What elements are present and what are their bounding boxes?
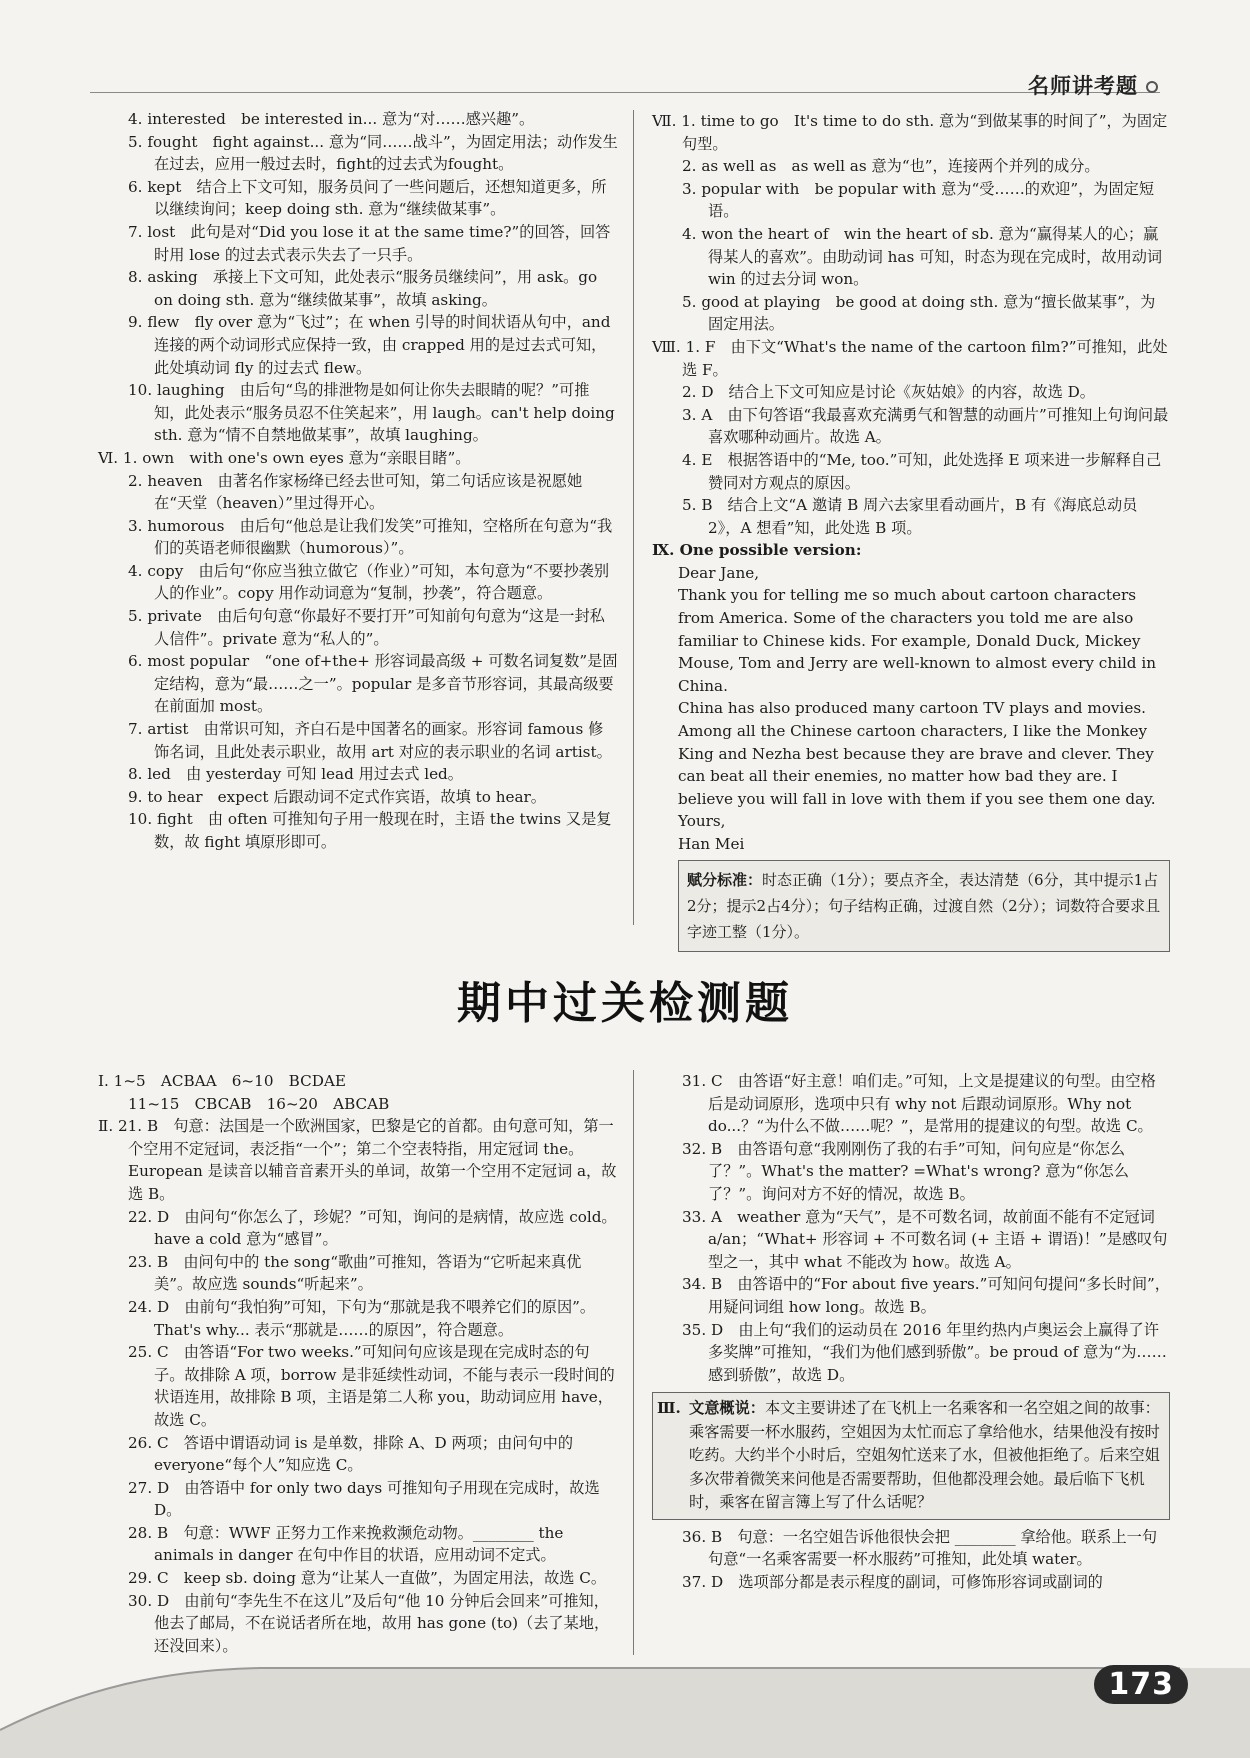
answer-item: 8. led 由 yesterday 可知 lead 用过去式 led。	[128, 765, 463, 784]
answer-item: Ⅵ. 1. own with one's own eyes 意为“亲眼目睹”。	[98, 448, 471, 467]
scoring-label: 赋分标准：	[687, 870, 763, 889]
answer-item: 22. D 由问句“你怎么了，珍妮？”可知，询问的是病情，故应选 cold。have a cold 意为“感冒”。	[128, 1207, 617, 1249]
answer-item: 34. B 由答语中的“For about five years.”可知问句提问“多长时间”，用疑问词组 how long。故选 B。	[682, 1275, 1170, 1316]
essay-heading: Ⅸ. One possible version:	[652, 541, 862, 560]
answer-item: 9. flew fly over 意为“飞过”；在 when 引导的时间状语从句中，and 连接的两个动词形式应保持一致，由 crapped 用的是过去式可知，此处填动词 fly 的过去式 flew。	[128, 313, 611, 377]
answer-item: 24. D 由前句“我怕狗”可知，下句为“那就是我不喂养它们的原因”。That's why... 表示“那就是……的原因”，符合题意。	[128, 1297, 596, 1339]
answer-item: Ⅶ. 1. time to go It's time to do sth. 意为“到做某事的时间了”，为固定句型。	[652, 112, 1168, 153]
answer-item: 11~15 CBCAB 16~20 ABCAB	[128, 1094, 390, 1113]
answer-item: 5. private 由后句句意“你最好不要打开”可知前句句意为“这是一封私人信件”。private 意为“私人的”。	[128, 607, 605, 648]
answer-item: 26. C 答语中谓语动词 is 是单数，排除 A、D 两项；由问句中的 everyone“每个人”知应选 C。	[128, 1433, 574, 1475]
answer-item: 31. C 由答语“好主意！咱们走。”可知，上文是提建议的句型。由空格后是动词原形，选项中只有 why not 后跟动词原形。Why not do...？“为什么不做……呢？”，是常用的提建议的句型。故选 C。	[682, 1072, 1156, 1136]
left-column-top	[98, 108, 618, 854]
essay	[652, 539, 1170, 855]
answer-item: 30. D 由前句“李先生不在这儿”及后句“他 10 分钟后会回来”可推知，他去了邮局，不在说话者所在地，故用 has gone (to)（去了某地，还没回来）。	[128, 1591, 610, 1655]
right-column-bottom	[652, 1070, 1170, 1594]
answer-item: 2. D 结合上下文可知应是讨论《灰姑娘》的内容，故选 D。	[682, 383, 1095, 402]
answer-item: 37. D 选项部分都是表示程度的副词，可修饰形容词或副词的	[682, 1573, 1103, 1591]
section-title: 期中过关检测题	[457, 978, 793, 1029]
answer-list-36-37	[652, 1526, 1170, 1594]
answer-item: 35. D 由上句“我们的运动员在 2016 年里约热内卢奥运会上赢得了许多奖牌”可推知，“我们为他们感到骄傲”。be proud of 意为“为……感到骄傲”，故选 D。	[682, 1320, 1167, 1384]
answer-item: 7. artist 由常识可知，齐白石是中国著名的画家。形容词 famous 修饰名词，且此处表示职业，故用 art 对应的表示职业的名词 artist。	[128, 720, 612, 761]
page-number: 173	[1094, 1665, 1188, 1704]
answer-item: 10. laughing 由后句“鸟的排泄物是如何让你失去眼睛的呢？”可推知，此处表示“服务员忍不住笑起来”，用 laugh。can't help doing sth. 意为“情不自禁地做某事”，故填 laughing。	[128, 381, 615, 445]
answer-item: 28. B 句意：WWF 正努力工作来挽救濒危动物。________ the animals in danger 在句中作目的状语，应用动词不定式。	[128, 1523, 564, 1565]
answer-item: 4. E 根据答语中的“Me, too.”可知，此处选择 E 项来进一步解释自己赞同对方观点的原因。	[682, 450, 1162, 492]
essay-signature: Han Mei	[678, 835, 745, 853]
circle-icon	[1146, 81, 1158, 93]
answer-item: 4. copy 由后句“你应当独立做它（作业）”可知，本句意为“不要抄袭别人的作业”。copy 用作动词意为“复制，抄袭”，符合题意。	[128, 561, 610, 603]
answer-item: 3. A 由下句答语“我最喜欢充满勇气和智慧的动画片”可推知上句询问最喜欢哪种动画片。故选 A。	[682, 405, 1169, 447]
answer-item: 5. fought fight against... 意为“同……战斗”，为固定用法；动作发生在过去，应用一般过去时，fight的过去式为fought。	[128, 132, 618, 174]
answer-item: 3. popular with be popular with 意为“受……的欢迎”，为固定短语。	[682, 179, 1155, 221]
answer-item: 5. good at playing be good at doing sth. 意为“擅长做某事”，为固定用法。	[682, 292, 1156, 334]
answer-item: 3. humorous 由后句“他总是让我们发笑”可推知，空格所在句意为“我们的英语老师很幽默（humorous）”。	[128, 516, 613, 558]
right-column-top	[652, 110, 1170, 952]
header-title	[1028, 70, 1158, 100]
column-divider	[633, 110, 634, 925]
essay-paragraph: China has also produced many cartoon TV plays and movies. Among all the Chinese cartoon characters, I like the Monkey King and Nezha best because they are brave and clever. They can beat all their enemies, no matter how bad they are. I believe you will fall in love with them if you see them one day.	[678, 699, 1156, 808]
summary-text: 本文主要讲述了在飞机上一名乘客和一名空姐之间的故事：乘客需要一杯水服药，空姐因为太忙而忘了拿给他水，结果他没有按时吃药。大约半个小时后，空姐匆忙送来了水，但被他拒绝了。后来空姐多次带着微笑来问他是否需要帮助，但他都没理会她。最后临下飞机时，乘客在留言簿上写了什么话呢？	[689, 1399, 1160, 1512]
column-divider	[633, 1070, 634, 1655]
summary-label: 文意概说：	[689, 1399, 765, 1418]
answer-item: Ⅷ. 1. F 由下文“What's the name of the cartoon film?”可推知，此处选 F。	[652, 337, 1168, 379]
answer-list-7-8	[652, 110, 1170, 539]
answer-item: 4. won the heart of win the heart of sb. 意为“赢得某人的心；赢得某人的喜欢”。由助动词 has 可知，时态为现在完成时，故用动词 win 的过去分词 won。	[682, 224, 1163, 289]
answer-item: Ⅱ. 21. B 句意：法国是一个欧洲国家，巴黎是它的首都。由句意可知，第一个空用不定冠词，表泛指“一个”；第二个空表特指，用定冠词 the。European 是读音以辅音音素开头的单词，故第一个空用不定冠词 a，故选 B。	[98, 1117, 617, 1203]
answer-item: 6. kept 结合上下文可知，服务员问了一些问题后，还想知道更多，所以继续询问；keep doing sth. 意为“继续做某事”。	[128, 177, 607, 219]
answer-item: 27. D 由答语中 for only two days 可推知句子用现在完成时，故选 D。	[128, 1478, 600, 1520]
answer-item: 5. B 结合上文“A 邀请 B 周六去家里看动画片，B 有《海底总动员 2》，A 想看”知，此处选 B 项。	[682, 496, 1138, 537]
answer-item: 33. A weather 意为“天气”，是不可数名词，故前面不能有不定冠词 a/an；“What+ 形容词 + 不可数名词 (+ 主语 + 谓语)！”是感叹句型之一，其中 what 不能改为 how。故选 A。	[682, 1207, 1168, 1271]
section-number: Ⅲ.	[657, 1399, 681, 1418]
essay-greeting: Dear Jane,	[678, 563, 760, 582]
answer-item: 4. interested be interested in... 意为“对……感兴趣”。	[128, 110, 535, 128]
left-column-bottom	[98, 1070, 618, 1657]
essay-closing: Yours,	[678, 812, 726, 831]
header-title-text: 名师讲考题	[1028, 74, 1138, 98]
answer-list-31-35	[652, 1070, 1170, 1386]
answer-item: 10. fight 由 often 可推知句子用一般现在时，主语 the twins 又是复数，故 fight 填原形即可。	[128, 810, 612, 851]
essay-paragraph: Thank you for telling me so much about cartoon characters from America. Some of the characters you told me are also familiar to Chinese kids. For example, Donald Duck, Mickey Mouse, Tom and Jerry are well-known to almost every child in China.	[678, 586, 1156, 695]
answer-item: 29. C keep sb. doing 意为“让某人一直做”，为固定用法，故选 C。	[128, 1569, 607, 1588]
answer-item: Ⅰ. 1~5 ACBAA 6~10 BCDAE	[98, 1072, 346, 1090]
page-footer-decoration	[0, 1660, 1250, 1758]
answer-item: 36. B 句意：一名空姐告诉他很快会把 ________ 拿给他。联系上一句句意“一名乘客需要一杯水服药”可推知，此处填 water。	[682, 1527, 1158, 1569]
answer-item: 32. B 由答语句意“我刚刚伤了我的右手”可知，问句应是“你怎么了？”。What's the matter? =What's wrong? 意为“你怎么了？”。询问对方不好的情况，故选 B。	[682, 1139, 1129, 1203]
answer-item: 23. B 由问句中的 the song“歌曲”可推知，答语为“它听起来真优美”。故应选 sounds“听起来”。	[128, 1252, 582, 1294]
scoring-criteria-box	[678, 860, 1170, 952]
header-rule	[90, 92, 1160, 93]
answer-item: 2. as well as as well as 意为“也”，连接两个并列的成分。	[682, 157, 1100, 176]
answer-item: 2. heaven 由著名作家杨绛已经去世可知，第二句话应该是祝愿她在“天堂（heaven）”里过得开心。	[128, 471, 583, 513]
answer-item: 25. C 由答语“For two weeks.”可知问句应该是现在完成时态的句子。故排除 A 项，borrow 是非延续性动词，不能与表示一段时间的状语连用，故排除 B 项，主语是第二人称 you，助动词应用 have，故选 C。	[128, 1343, 615, 1429]
scoring-text: 时态正确（1分）；要点齐全，表达清楚（6分，其中提示1占2分；提示2占4分）；句子结构正确，过渡自然（2分）；词数符合要求且字迹工整（1分）。	[687, 870, 1161, 941]
answer-item: 7. lost 此句是对“Did you lose it at the same time?”的回答，回答时用 lose 的过去式表示失去了一只手。	[128, 222, 611, 264]
summary-box	[652, 1392, 1170, 1520]
answer-item: 9. to hear expect 后跟动词不定式作宾语，故填 to hear。	[128, 787, 546, 806]
answer-item: 6. most popular “one of+the+ 形容词最高级 + 可数名词复数”是固定结构，意为“最……之一”。popular 是多音节形容词，其最高级要在前面加 most。	[128, 652, 618, 716]
answer-item: 8. asking 承接上下文可知，此处表示“服务员继续问”，用 ask。go on doing sth. 意为“继续做某事”，故填 asking。	[128, 268, 598, 309]
